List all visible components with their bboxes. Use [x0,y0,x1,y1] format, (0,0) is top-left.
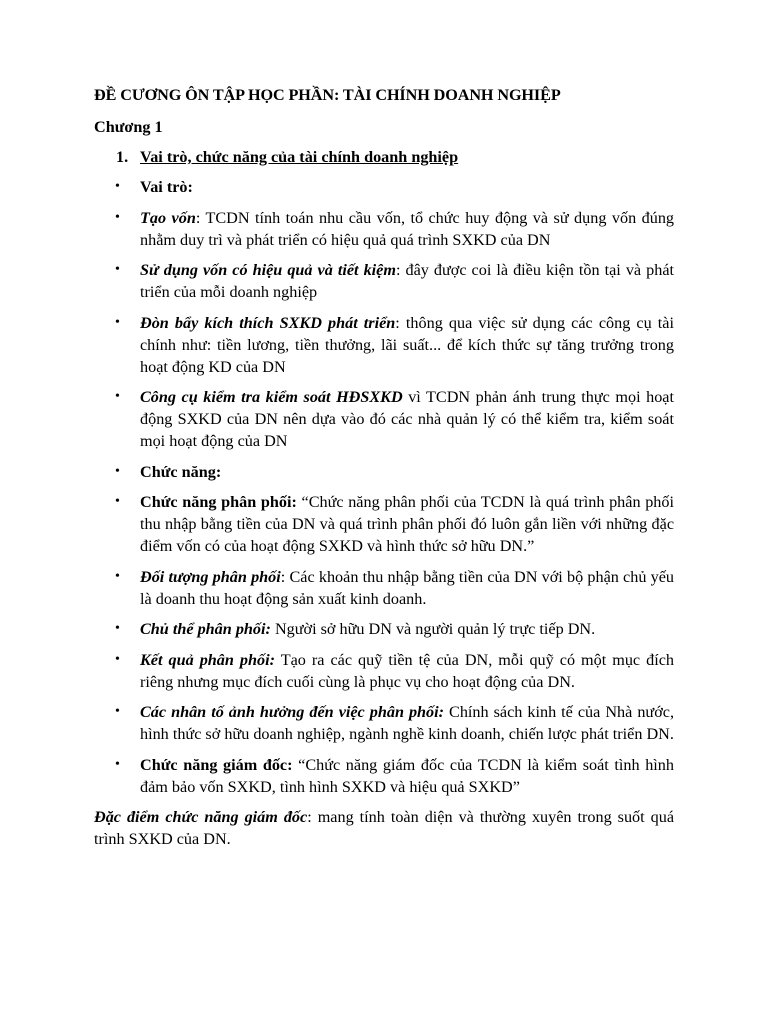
item-heading: Đòn bẩy kích thích SXKD phát triển [140,313,396,332]
bullet-icon: • [115,389,120,404]
item-heading: Các nhân tố ảnh hưởng đến việc phân phối: [140,703,445,721]
bullet-icon: • [115,756,120,772]
item-heading: Chủ thể phân phối: [140,620,271,638]
section-heading [94,146,674,168]
closing-paragraph [94,806,674,850]
item-text: Người sở hữu DN và người quản lý trực tiếp DN. [270,620,596,638]
bullet-icon: • [115,314,120,330]
list-item [94,312,674,378]
document-title: ĐỀ CƯƠNG ÔN TẬP HỌC PHẦN: TÀI CHÍNH DOANH NGHIỆP [94,86,561,104]
item-text: : Các khoản thu nhập bằng tiền của DN với bộ phận chủ yếu là doanh thu hoạt động sản xuất kinh doanh. [140,567,675,608]
bullet-icon: • [115,179,120,194]
item-text: : thông qua việc sử dụng các công cụ tài chính như: tiền lương, tiền thưởng, lãi suất... để kích thức sự tăng trưởng trong hoạt động KD của DN [140,313,674,376]
item-heading: Đối tượng phân phối [140,567,281,586]
bullet-icon: • [115,621,120,636]
item-heading: Kết quả phân phối: [140,650,275,669]
bullet-icon: • [115,704,120,719]
item-heading: Sử dụng vốn có hiệu quả và tiết kiệm [140,261,396,279]
list-item [94,176,674,198]
bullet-icon: • [115,494,120,509]
item-heading: Chức năng: [140,462,222,481]
item-text: “Chức năng phân phối của TCDN là quá trình phân phối thu nhập bằng tiền của DN và quá trình phân phối đó luôn gắn liền với những đặc điểm vốn có của hoạt động SXKD và hình thức sở hữu DN.” [140,493,674,555]
list-item [94,649,674,693]
section-number: 1. [116,148,129,166]
list-item [94,566,674,610]
bullet-icon: • [115,262,120,277]
section-title: Vai trò, chức năng của tài chính doanh nghiệp [140,148,459,166]
list-item [94,461,674,483]
item-heading: Công cụ kiểm tra kiểm soát HĐSXKD [140,388,403,406]
item-text: Tạo ra các quỹ tiền tệ của DN, mỗi quỹ có một mục đích riêng nhưng mục đích cuối cùng là phục vụ cho hoạt động của DN. [140,650,675,691]
bullet-icon: • [115,209,120,225]
bullet-icon: • [115,568,120,584]
closing-heading: Đặc điểm chức năng giám đốc [94,808,308,826]
item-text: : đây được coi là điều kiện tồn tại và phát triển của mỗi doanh nghiệp [140,261,675,301]
item-heading: Chức năng phân phối: [140,493,297,511]
document-page [94,84,674,850]
chapter-heading: Chương 1 [94,118,163,136]
item-text: Chính sách kinh tế của Nhà nước, hình thức sở hữu doanh nghiệp, ngành nghề kinh doanh, chiến lược phát triển DN. [140,703,674,743]
list-item [94,386,674,452]
bullet-icon: • [115,651,120,667]
list-item [94,259,674,303]
list-item [94,754,674,798]
list-item [94,491,674,557]
bullet-icon: • [115,463,120,479]
item-text: “Chức năng giám đốc của TCDN là kiểm soát tình hình đảm bảo vốn SXKD, tình hình SXKD và hiệu quả SXKD” [140,755,674,796]
item-text: : TCDN tính toán nhu cầu vốn, tổ chức huy động và sử dụng vốn đúng nhằm duy trì và phát triển có hiệu quả quá trình SXKD của DN [140,208,675,249]
item-heading: Tạo vốn [140,208,196,227]
list-item [94,701,674,745]
item-text: vì TCDN phản ánh trung thực mọi hoạt động SXKD của DN nên dựa vào đó các nhà quản lý có thể kiểm tra, kiểm soát mọi hoạt động của DN [140,388,674,450]
list-item [94,207,674,251]
item-heading: Vai trò: [140,178,193,196]
list-item [94,618,674,640]
closing-text: : mang tính toàn diện và thường xuyên trong suốt quá trình SXKD của DN. [94,808,675,848]
item-heading: Chức năng giám đốc: [140,755,293,774]
